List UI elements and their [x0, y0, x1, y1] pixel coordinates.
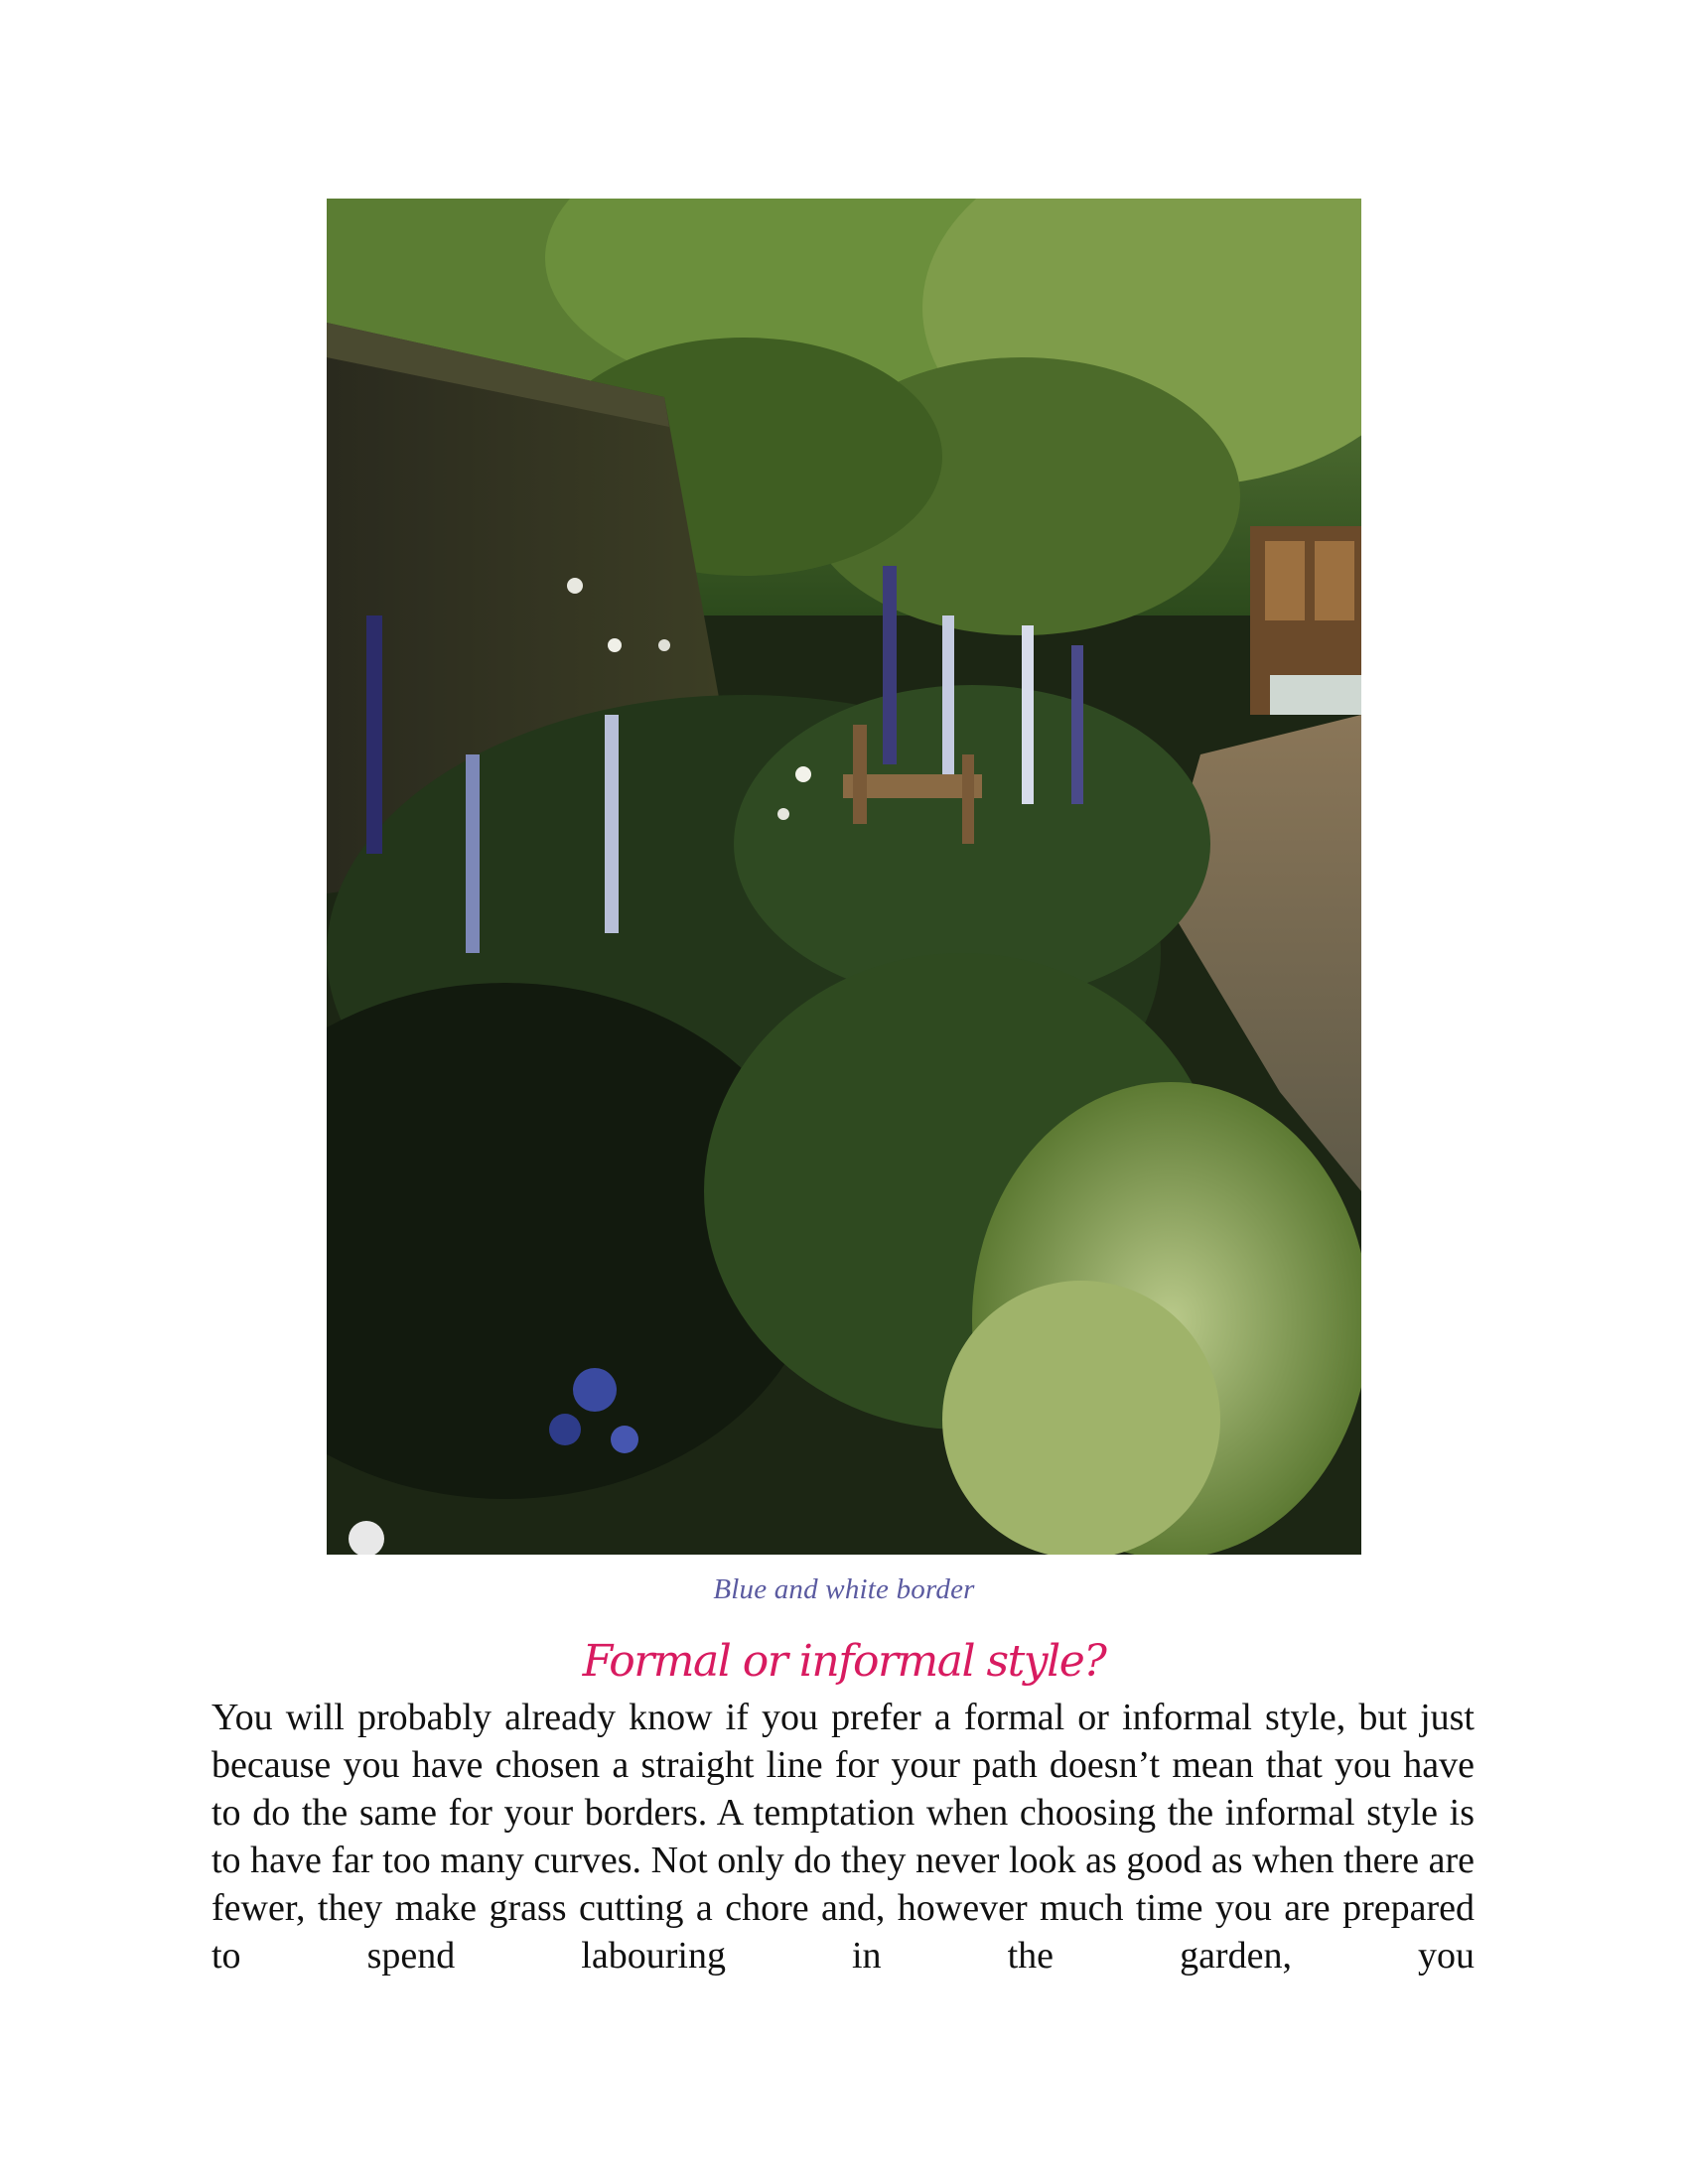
section-heading: Formal or informal style?: [582, 1636, 1106, 1687]
body-paragraph: You will probably already know if you prefer a formal or informal style, but just because you have chosen a straight line for your path doesn’t mean that you have to do the same for your borders. A temptation when choosing the informal style is to have far too many curves. Not only do they never look as good as when there are fewer, they make grass cutting a chore and, however much time you are prepared to spend labouring in the garden, you: [211, 1697, 1475, 1977]
figure-caption: Blue and white border: [713, 1573, 975, 1605]
garden-border-photo: [327, 199, 1361, 1555]
garden-photo-illustration: [327, 199, 1361, 1555]
